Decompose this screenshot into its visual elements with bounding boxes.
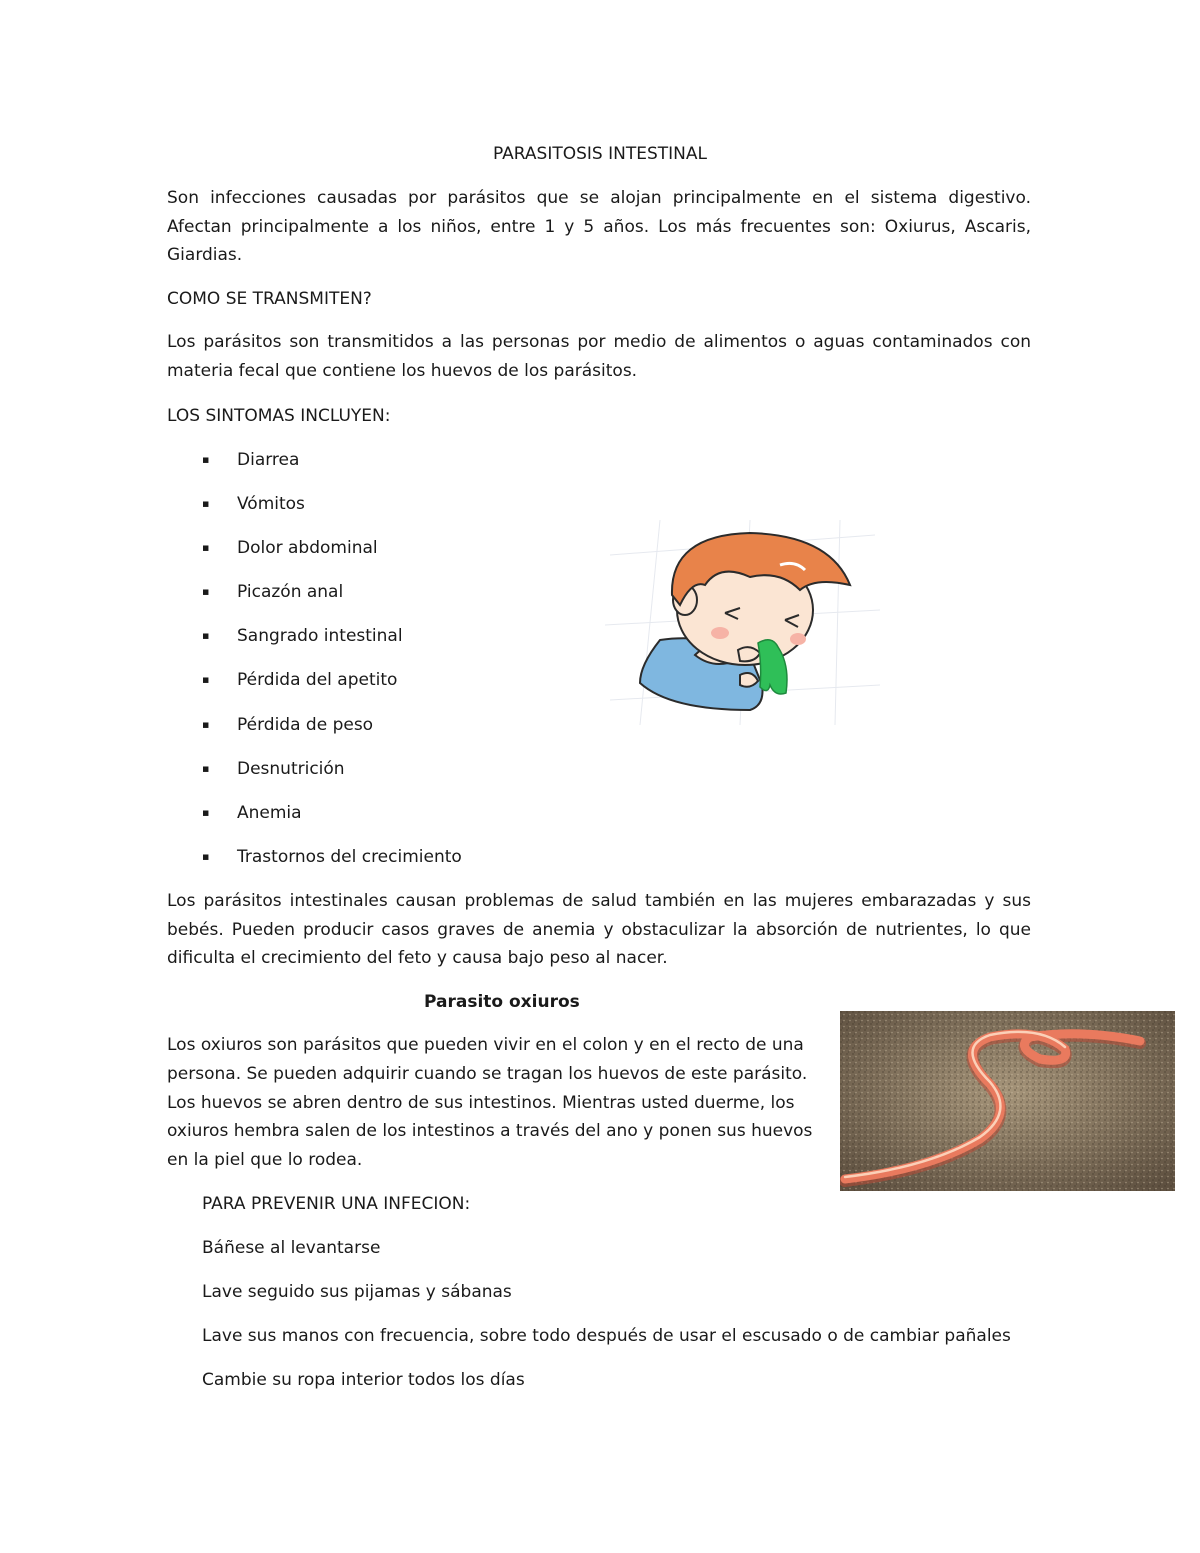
- bullet-icon: ▪: [202, 806, 210, 819]
- paragraph-line: persona. Se pueden adquirir cuando se tragan los huevos de este parásito.: [167, 1063, 808, 1084]
- transmission-paragraph: Los parásitos son transmitidos a las personas por medio de alimentos o aguas contaminados con materia fecal que contiene los huevos de los parásitos.: [167, 332, 1031, 381]
- bullet-icon: ▪: [202, 850, 210, 863]
- paragraph-line: Los huevos se abren dentro de sus intestinos. Mientras usted duerme, los: [167, 1092, 795, 1113]
- list-item: Trastornos del crecimiento: [237, 847, 462, 867]
- pinworm-photo: [840, 1011, 1175, 1191]
- list-item: Diarrea: [237, 450, 300, 470]
- list-item: Báñese al levantarse: [202, 1238, 381, 1258]
- symptoms-heading: LOS SINTOMAS INCLUYEN:: [167, 406, 391, 426]
- paragraph-line: oxiuros hembra salen de los intestinos a través del ano y ponen sus huevos: [167, 1121, 813, 1142]
- list-item: Vómitos: [237, 494, 305, 514]
- paragraph-line: Los oxiuros son parásitos que pueden vivir en el colon y en el recto de una: [167, 1035, 804, 1055]
- list-item: Lave seguido sus pijamas y sábanas: [202, 1282, 512, 1302]
- list-item: Pérdida de peso: [237, 715, 374, 735]
- intro-paragraph: Son infecciones causadas por parásitos que se alojan principalmente en el sistema digestivo. Afectan principalmente a los niños, entre 1 y 5 años. Los más frecuentes son: Oxiurus, Ascaris, Giardias.: [167, 188, 1031, 265]
- list-item: Sangrado intestinal: [237, 626, 403, 646]
- list-item: Anemia: [237, 803, 302, 823]
- bullet-icon: ▪: [202, 497, 210, 510]
- vomiting-child-illustration: [600, 515, 885, 730]
- bullet-icon: ▪: [202, 673, 210, 686]
- pregnancy-paragraph: Los parásitos intestinales causan problemas de salud también en las mujeres embarazadas y sus bebés. Pueden producir casos graves de anemia y obstaculizar la absorción de nutrientes, lo que dificulta el crecimiento del feto y causa bajo peso al nacer.: [167, 891, 1031, 968]
- oxiuros-paragraph: [167, 1031, 823, 1175]
- bullet-icon: ▪: [202, 585, 210, 598]
- bullet-icon: ▪: [202, 718, 210, 731]
- list-item: Cambie su ropa interior todos los días: [202, 1370, 525, 1390]
- page-title: PARASITOSIS INTESTINAL: [493, 144, 707, 164]
- prevention-heading: PARA PREVENIR UNA INFECION:: [202, 1194, 471, 1214]
- list-item: Desnutrición: [237, 759, 345, 779]
- bullet-icon: ▪: [202, 629, 210, 642]
- transmission-heading: COMO SE TRANSMITEN?: [167, 289, 372, 309]
- bullet-icon: ▪: [202, 453, 210, 466]
- oxiuros-heading: Parasito oxiuros: [424, 992, 580, 1012]
- paragraph-line: en la piel que lo rodea.: [167, 1150, 363, 1171]
- list-item: Picazón anal: [237, 582, 344, 602]
- bullet-icon: ▪: [202, 541, 210, 554]
- list-item: Lave sus manos con frecuencia, sobre todo después de usar el escusado o de cambiar pañales: [202, 1326, 1011, 1346]
- list-item: Dolor abdominal: [237, 538, 378, 558]
- list-item: Pérdida del apetito: [237, 670, 398, 690]
- bullet-icon: ▪: [202, 762, 210, 775]
